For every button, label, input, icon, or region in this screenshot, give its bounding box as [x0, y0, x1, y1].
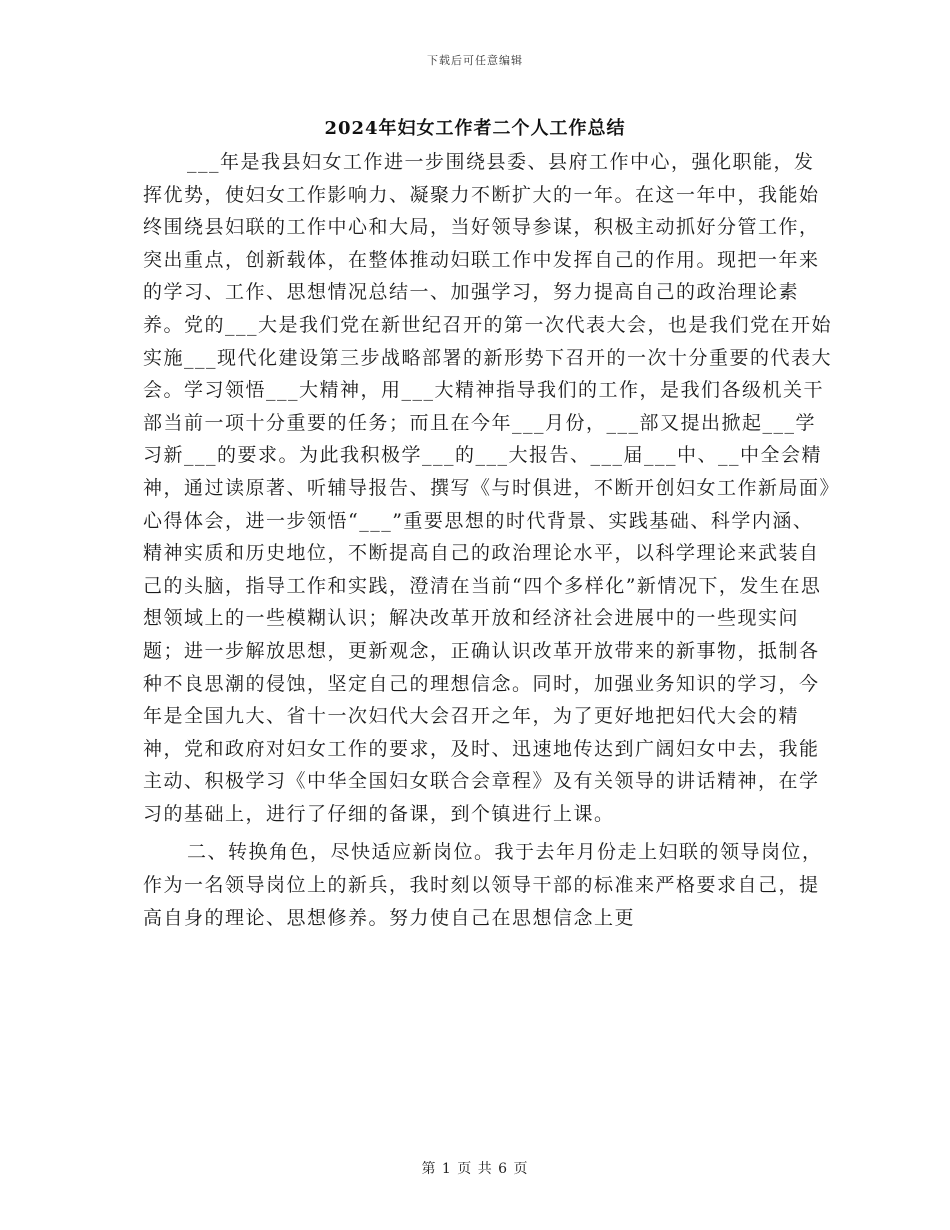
body-paragraph-2: 二、转换角色，尽快适应新岗位。我于去年月份走上妇联的领导岗位，作为一名领导岗位上的新兵，我时刻以领导干部的标准来严格要求自己，提高自身的理论、思想修养。努力使自己在思想信念上更 [143, 841, 823, 929]
page-number: 第 1 页 共 6 页 [421, 1161, 529, 1177]
document-body [143, 146, 833, 934]
document-title: 2024年妇女工作者二个人工作总结 [324, 118, 626, 139]
page-header-note: 下载后可任意编辑 [427, 54, 523, 67]
body-paragraph-1: ___年是我县妇女工作进一步围绕县委、县府工作中心，强化职能，发挥优势，使妇女工作影响力、凝聚力不断扩大的一年。在这一年中，我能始终围绕县妇联的工作中心和大局，当好领导参谋，积极主动抓好分管工作，突出重点，创新载体，在整体推动妇联工作中发挥自己的作用。现把一年来的学习、工作、思想情况总结一、加强学习，努力提高自己的政治理论素养。党的___大是我们党在新世纪召开的第一次代表大会，也是我们党在开始实施___现代化建设第三步战略部署的新形势下召开的一次十分重要的代表大会。学习领悟___大精神，用___大精神指导我们的工作，是我们各级机关干部当前一项十分重要的任务；而且在今年___月份，___部又提出掀起___学习新___的要求。为此我积极学___的___大报告、___届___中、__中全会精神，通过读原著、听辅导报告、撰写《与时俱进，不断开创妇女工作新局面》心得体会，进一步领悟“___”重要思想的时代背景、实践基础、科学内涵、精神实质和历史地位，不断提高自己的政治理论水平，以科学理论来武装自己的头脑，指导工作和实践，澄清在当前“四个多样化”新情况下，发生在思想领域上的一些模糊认识；解决改革开放和经济社会进展中的一些现实问题；进一步解放思想，更新观念，正确认识改革开放带来的新事物，抵制各种不良思潮的侵蚀，坚定自己的理想信念。同时，加强业务知识的学习，今年是全国九大、省十一次妇代大会召开之年，为了更好地把妇代大会的精神，党和政府对妇女工作的要求，及时、迅速地传达到广阔妇女中去，我能主动、积极学习《中华全国妇女联合会章程》及有关领导的讲话精神，在学习的基础上，进行了仔细的备课，到个镇进行上课。 [143, 151, 833, 825]
